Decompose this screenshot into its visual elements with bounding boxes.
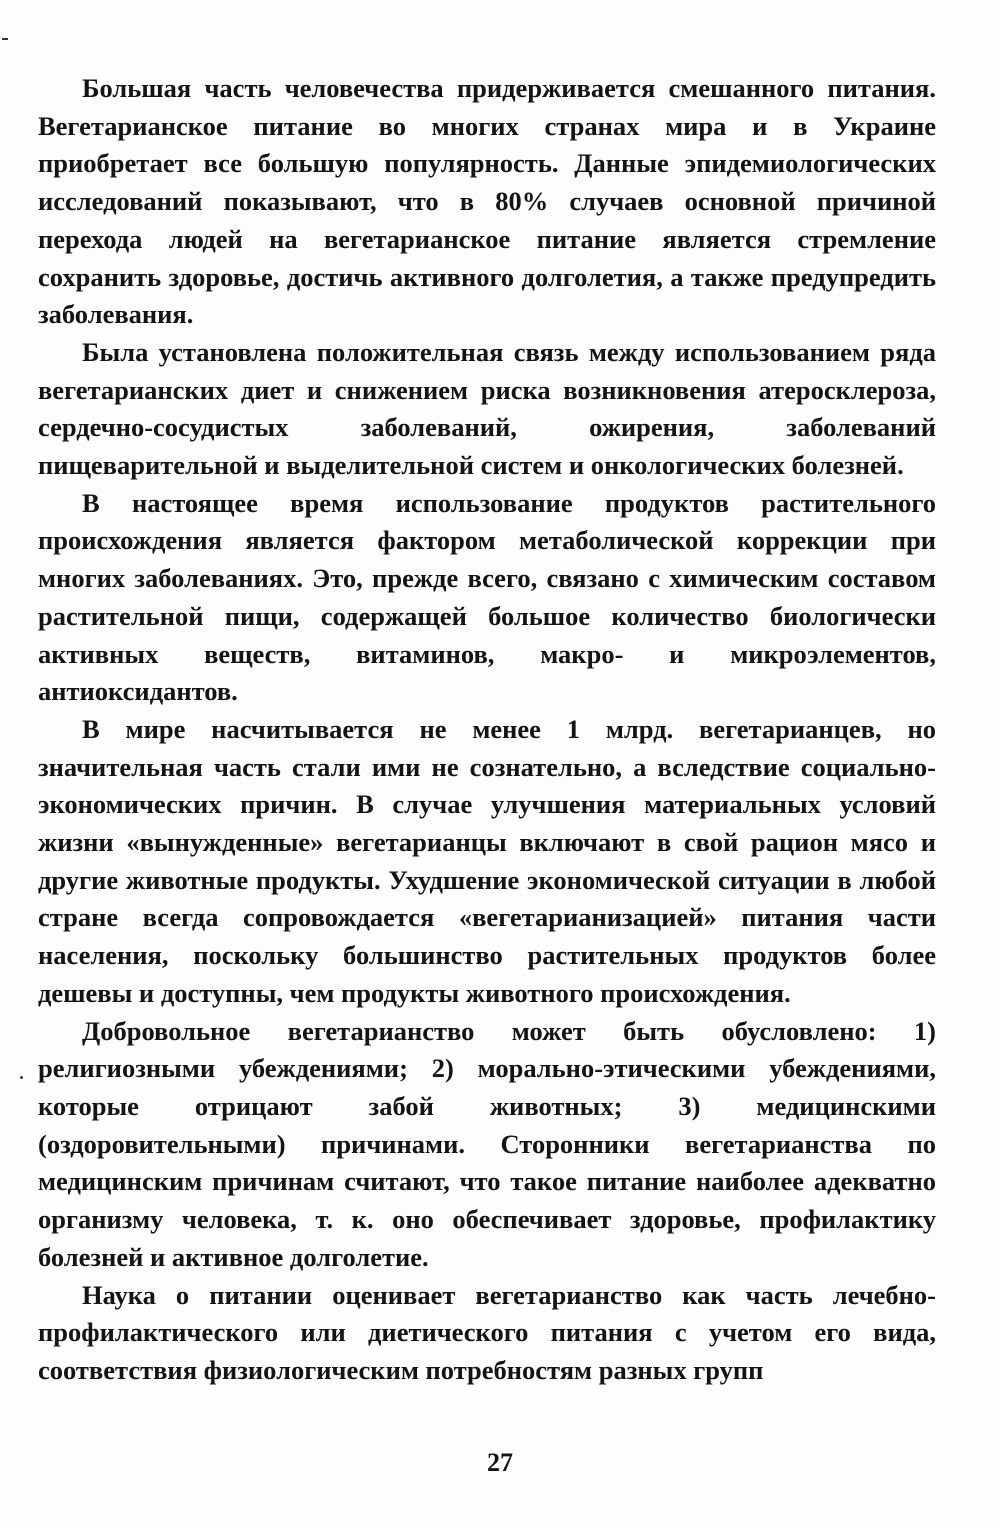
paragraph-2: Была установлена положительная связь между использованием ряда вегетарианских диет и снижением риска возникновения атеросклероза, сердечно-сосудистых заболеваний, ожирения, заболеваний пищеварительной и выделительной систем и онкологических болезней. [38, 336, 936, 481]
paragraph-4: В мире насчитывается не менее 1 млрд. вегетарианцев, но значительная часть стали ими не сознательно, а вследствие социально-экономических причин. В случае улучшения материальных условий жизни «вынужденные» вегетарианцы включают в свой рацион мясо и другие животные продукты. Ухудшение экономической ситуации в любой стране всегда сопровождается «вегетарианизацией» питания части населения, поскольку большинство растительных продуктов более дешевы и доступны, чем продукты животного происхождения. [38, 713, 936, 1008]
paragraph-1: Большая часть человечества придерживается смешанного питания. Вегетарианское питание во многих странах мира и в Украине приобретает все большую популярность. Данные эпидемиологических исследований показывают, что в 80% случаев основной причиной перехода людей на вегетарианское питание является стремление сохранить здоровье, достичь активного долголетия, а также предупредить заболевания. [38, 73, 936, 330]
paragraph-5: Добровольное вегетарианство может быть обусловлено: 1) религиозными убеждениями; 2) морально-этическими убеждениями, которые отрицают забой животных; 3) медицинскими (оздоровительными) причинами. Сторонники вегетарианства по медицинским причинам считают, что такое питание наиболее адекватно организму человека, т. к. оно обеспечивает здоровье, профилактику болезней и активное долголетие. [38, 1015, 936, 1272]
paragraph-3: В настоящее время использование продуктов растительного происхождения является фактором метаболической коррекции при многих заболеваниях. Это, прежде всего, связано с химическим составом растительной пищи, содержащей большое количество биологически активных веществ, витаминов, макро- и микроэлементов, антиоксидантов. [38, 487, 936, 707]
body-text [38, 70, 936, 1390]
scan-mark [2, 38, 8, 40]
page-number: 27 [487, 1448, 513, 1477]
paragraph-6: Наука о питании оценивает вегетарианство как часть лечебно-профилактического или диетического питания с учетом его вида, соответствия физиологическим потребностям разных групп [38, 1279, 936, 1385]
margin-dot [20, 1076, 23, 1079]
